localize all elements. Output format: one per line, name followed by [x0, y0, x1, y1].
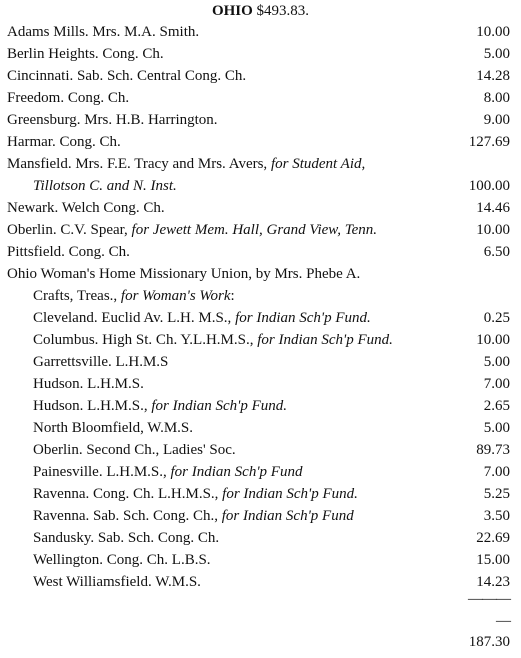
entry-description [7, 65, 246, 87]
sub-entry-row [0, 395, 521, 417]
entry-description [7, 21, 199, 43]
entry-description [7, 109, 218, 131]
entry-designation: for Student Aid, [270, 156, 366, 172]
entry-designation: for Indian Sch'p Fund. [151, 398, 288, 414]
entry-description [33, 329, 393, 351]
entry-designation: for Indian Sch'p Fund. [235, 310, 371, 326]
entry-text: Oberlin. C.V. Spear, [7, 222, 132, 238]
entry-text: Garrettsville. L.H.M.S [33, 354, 169, 370]
entry-amount: 9.00 [483, 112, 510, 128]
entry-text: Oberlin. Second Ch., Ladies' Soc. [33, 442, 236, 458]
entry-description [33, 483, 358, 505]
entry-designation: for Jewett Mem. Hall, Grand View, Tenn. [131, 222, 378, 238]
entry-amount: 10.00 [476, 24, 510, 40]
sub-entry-row [0, 549, 521, 571]
entry-text: Cleveland. Euclid Av. L.H. M.S., [33, 310, 236, 326]
state-heading [0, 0, 521, 22]
sum-rule-long: ——— [468, 591, 510, 607]
entry-text: Freedom. Cong. Ch. [7, 90, 130, 106]
entry-description [7, 131, 121, 153]
entry-row [0, 109, 521, 131]
sub-entry-row [0, 329, 521, 351]
sum-rule-short: — [496, 613, 510, 629]
entry-text: Adams Mills. Mrs. M.A. Smith. [7, 24, 200, 40]
entry-amount: 8.00 [483, 90, 510, 106]
entry-text: Ravenna. Sab. Sch. Cong. Ch., [33, 508, 222, 524]
entry-continuation-row [0, 175, 521, 197]
entry-description [33, 175, 177, 197]
entry-amount: 15.00 [476, 552, 510, 568]
sub-entry-row [0, 483, 521, 505]
entry-text: Sandusky. Sab. Sch. Cong. Ch. [33, 530, 220, 546]
sub-entry-row [0, 461, 521, 483]
entry-description [33, 505, 354, 527]
entry-amount: 14.23 [476, 574, 510, 590]
sub-entry-row [0, 439, 521, 461]
entry-text: Pittsfield. Cong. Ch. [7, 244, 130, 260]
entry-description [7, 43, 164, 65]
entry-row [0, 21, 521, 43]
entry-amount: 0.25 [483, 310, 510, 326]
entry-text: Ohio Woman's Home Missionary Union, by Mrs. Phebe A. [7, 266, 361, 282]
entry-row [0, 153, 521, 175]
entry-amount: 5.00 [483, 354, 510, 370]
entry-row [0, 65, 521, 87]
entry-row [0, 43, 521, 65]
sub-entry-row [0, 505, 521, 527]
donation-list [0, 21, 521, 593]
entry-text: Newark. Welch Cong. Ch. [7, 200, 165, 216]
entry-amount: 2.65 [483, 398, 510, 414]
entry-amount: 5.25 [483, 486, 510, 502]
sub-entry-row [0, 417, 521, 439]
entry-description [7, 263, 360, 285]
sub-entry-row [0, 571, 521, 593]
sub-entry-row [0, 373, 521, 395]
entry-text: Berlin Heights. Cong. Ch. [7, 46, 164, 62]
entry-amount: 89.73 [476, 442, 510, 458]
entry-description [33, 351, 168, 373]
entry-designation: for Woman's Work [120, 288, 231, 304]
entry-text: Painesville. L.H.M.S., [33, 464, 171, 480]
entry-amount: 14.46 [476, 200, 510, 216]
entry-amount: 127.69 [468, 134, 510, 150]
sub-entry-row [0, 527, 521, 549]
entry-description [33, 461, 302, 483]
entry-description [33, 571, 201, 593]
entry-designation: for Indian Sch'p Fund [221, 508, 354, 524]
entry-description [7, 219, 377, 241]
entry-row [0, 241, 521, 263]
entry-text: Hudson. L.H.M.S. [33, 376, 144, 392]
entry-amount: 6.50 [483, 244, 510, 260]
entry-designation: for Indian Sch'p Fund. [222, 486, 358, 502]
entry-description [7, 197, 165, 219]
entry-amount: 5.00 [483, 46, 510, 62]
entry-row [0, 219, 521, 241]
entry-designation: for Indian Sch'p Fund [170, 464, 303, 480]
entry-amount: 7.00 [483, 376, 510, 392]
entry-row [0, 87, 521, 109]
entry-text: Wellington. Cong. Ch. L.B.S. [33, 552, 211, 568]
entry-tail: : [230, 288, 235, 304]
entry-amount: 3.50 [483, 508, 510, 524]
entry-amount: 10.00 [476, 222, 510, 238]
entry-text: Mansfield. Mrs. F.E. Tracy and Mrs. Avers, [7, 156, 271, 172]
entry-text: Cincinnati. Sab. Sch. Central Cong. Ch. [7, 68, 247, 84]
entry-description [33, 527, 219, 549]
sub-entry-row [0, 351, 521, 373]
entry-text: Ravenna. Cong. Ch. L.H.M.S., [33, 486, 223, 502]
state-total: $493.83. [252, 3, 310, 19]
entry-description [7, 87, 129, 109]
entry-row [0, 263, 521, 285]
entry-description [33, 439, 236, 461]
entry-description [7, 241, 130, 263]
entry-amount: 7.00 [483, 464, 510, 480]
entry-text: Hudson. L.H.M.S., [33, 398, 152, 414]
subtotal-amount: 187.30 [468, 634, 510, 650]
entry-amount: 100.00 [468, 178, 510, 194]
sub-entry-row [0, 307, 521, 329]
entry-designation: Tillotson C. and N. Inst. [33, 178, 177, 194]
entry-designation: for Indian Sch'p Fund. [257, 332, 393, 348]
entry-description [7, 153, 365, 175]
entry-text: Crafts, Treas., [33, 288, 121, 304]
entry-description [33, 395, 287, 417]
entry-continuation-row [0, 285, 521, 307]
entry-amount: 22.69 [476, 530, 510, 546]
entry-amount: 14.28 [476, 68, 510, 84]
entry-text: Columbus. High St. Ch. Y.L.H.M.S., [33, 332, 258, 348]
state-name: OHIO [211, 3, 253, 19]
entry-description [33, 285, 235, 307]
entry-amount: 5.00 [483, 420, 510, 436]
entry-text: North Bloomfield, W.M.S. [33, 420, 194, 436]
entry-description [33, 417, 193, 439]
entry-row [0, 197, 521, 219]
entry-amount: 10.00 [476, 332, 510, 348]
entry-description [33, 307, 371, 329]
entry-text: West Williamsfield. W.M.S. [33, 574, 201, 590]
entry-text: Harmar. Cong. Ch. [7, 134, 121, 150]
entry-text: Greensburg. Mrs. H.B. Harrington. [7, 112, 218, 128]
entry-row [0, 131, 521, 153]
entry-description [33, 549, 211, 571]
entry-description [33, 373, 144, 395]
